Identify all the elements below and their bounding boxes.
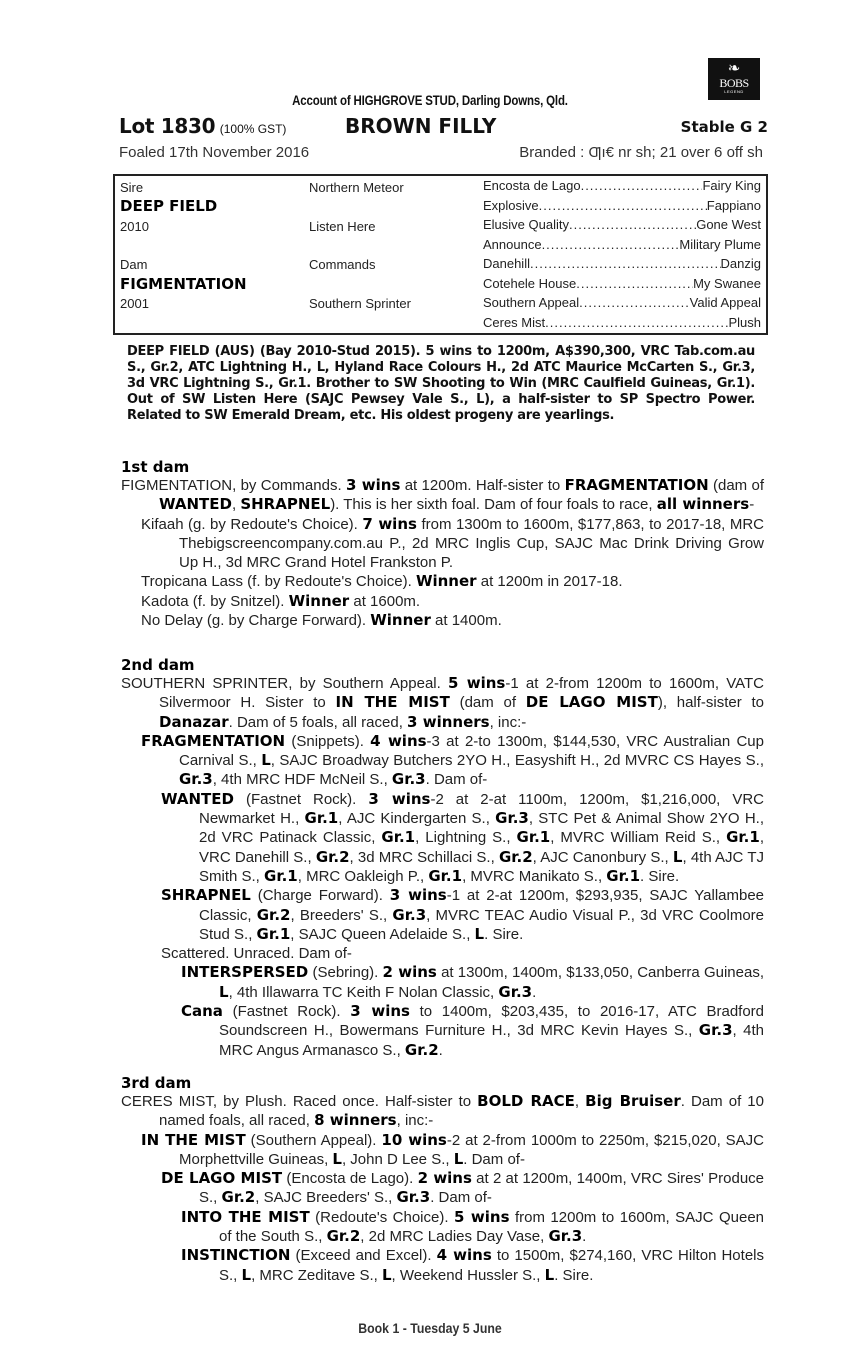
- granddam: Listen Here: [309, 219, 376, 234]
- sire-bio: DEEP FIELD (AUS) (Bay 2010-Stud 2015). 5 wins to 1200m, A$390,300, VRC Tab.com.au S., Gr.2, ATC Lightning H., L, Hyland Race Colours H., 2d ATC Maurice McCarten S., Gr.3, 3d VRC Lightning S., Gr.1. Brother to SW Shooting to Win (MRC Caulfield Guineas, Gr.1). Out of SW Listen Here (SAJC Pewsey Vale S., L), a half-sister to SP Spectro Power. Related to SW Emerald Dream, etc. His oldest progeny are yearlings.: [127, 344, 755, 423]
- progeny-entry: INTERSPERSED (Sebring). 2 wins at 1300m, 1400m, $133,050, Canberra Guineas, L, 4th Illawarra TC Keith F Nolan Classic, Gr.3.: [181, 963, 764, 1001]
- dam-name: FIGMENTATION: [120, 275, 247, 293]
- progeny-entry: Cana (Fastnet Rock). 3 wins to 1400m, $203,435, to 2016-17, ATC Bradford Soundscreen H., Bowermans Furniture H., 3d MRC Kevin Hayes S., Gr.3, 4th MRC Angus Armanasco S., Gr.2.: [181, 1002, 765, 1059]
- sex-colour: BROWN FILLY: [345, 114, 497, 138]
- progeny-entry: Kifaah (g. by Redoute's Choice). 7 wins from 1300m to 1600m, $177,863, to 2017-18, MRC Thebigscreencompany.com.au P., 2d MRC Inglis Cup, SAJC Mac Drink Driving Grow Up H., 3d MRC Grand Hotel Frankston P.: [141, 514, 764, 572]
- third-dam-section: [121, 1074, 764, 1285]
- lot-line: [119, 114, 768, 142]
- ancestor-row: Southern Appeal ..... Valid Appeal: [483, 295, 761, 310]
- ancestor-row: Cotehele House ..... My Swanee: [483, 276, 761, 291]
- progeny-entry: Scattered. Unraced. Dam of-: [161, 945, 352, 963]
- progeny-entry: Kadota (f. by Snitzel). Winner at 1600m.: [141, 591, 421, 610]
- progeny-entry: INSTINCTION (Exceed and Excel). 4 wins to 1500m, $274,160, VRC Hilton Hotels S., L, MRC Zeditave S., L, Weekend Hussler S., L. Sire.: [181, 1246, 764, 1284]
- ancestor-row: Encosta de Lago ..... Fairy King: [483, 178, 761, 193]
- vendor-account: Account of HIGHGROVE STUD, Darling Downs, Qld.: [292, 92, 568, 108]
- foaled-date: Foaled 17th November 2016: [119, 144, 310, 161]
- section-heading: 1st dam: [121, 458, 190, 476]
- progeny-entry: WANTED (Fastnet Rock). 3 wins-2 at 2-at 1100m, 1200m, $1,216,000, VRC Newmarket H., Gr.1, AJC Kindergarten S., Gr.3, STC Pet & Animal Show 2YO H., 2d VRC Patinack Classic, Gr.1, Lightning S., Gr.1, MVRC William Reid S., Gr.1, VRC Danehill S., Gr.2, 3d MRC Schillaci S., Gr.2, AJC Canonbury S., L, 4th AJC TJ Smith S., Gr.1, MRC Oakleigh P., Gr.1, MVRC Manikato S., Gr.1. Sire.: [161, 789, 765, 885]
- dam-year: 2001: [120, 296, 149, 311]
- sire-name: DEEP FIELD: [120, 197, 218, 215]
- progeny-entry: FRAGMENTATION (Snippets). 4 wins-3 at 2-to 1300m, $144,530, VRC Australian Cup Carnival S., L, SAJC Broadway Butchers 2YO H., Easyshift H., 2d MVRC CS Hayes S., Gr.3, 4th MRC HDF McNeil S., Gr.3. Dam of-: [141, 731, 765, 789]
- ancestor-row: Explosive ..... Fappiano: [483, 198, 761, 213]
- section-heading: 2nd dam: [121, 656, 195, 674]
- progeny-entry: SHRAPNEL (Charge Forward). 3 wins-1 at 2-at 1200m, $293,935, SAJC Yallambee Classic, Gr.2, Breeders' S., Gr.3, MVRC TEAC Audio Visual P., 3d VRC Coolmore Stud S., Gr.1, SAJC Queen Adelaide S., L. Sire.: [161, 886, 765, 943]
- sire-year: 2010: [120, 219, 149, 234]
- damsire: Commands: [309, 257, 376, 272]
- lot-number: Lot 1830: [119, 114, 216, 138]
- branded: Branded : Ƣı€ nr sh; 21 over 6 off sh: [519, 144, 763, 161]
- stable: Stable G 2: [680, 118, 768, 136]
- ancestor-row: Ceres Mist ..... Plush: [483, 315, 761, 330]
- progeny-entry: No Delay (g. by Charge Forward). Winner at 1400m.: [141, 611, 502, 630]
- dam-intro: SOUTHERN SPRINTER, by Southern Appeal. 5 wins-1 at 2-from 1200m to 1600m, VATC Silvermoor H. Sister to IN THE MIST (dam of DE LAGO MIST), half-sister to Danazar. Dam of 5 foals, all raced, 3 winners, inc:-: [121, 674, 765, 731]
- progeny-entry: IN THE MIST (Southern Appeal). 10 wins-2 at 2-from 1000m to 2250m, $215,020, SAJC Morphettville Guineas, L, John D Lee S., L. Dam of-: [141, 1130, 765, 1168]
- horse-rider-icon: ❧: [727, 60, 741, 77]
- ancestor-row: Danehill ..... Danzig: [483, 256, 761, 271]
- bobs-logo: ❧ BOBS LEGEND: [708, 58, 760, 100]
- ancestor-row: Announce ..... Military Plume: [483, 237, 761, 252]
- gst-note: (100% GST): [219, 122, 287, 136]
- first-dam-section: [121, 458, 764, 630]
- progeny-entry: INTO THE MIST (Redoute's Choice). 5 wins from 1200m to 1600m, SAJC Queen of the South S., Gr.2, 2d MRC Ladies Day Vase, Gr.3.: [181, 1207, 765, 1246]
- dam-intro: FIGMENTATION, by Commands. 3 wins at 1200m. Half-sister to FRAGMENTATION (dam of WANTED, SHRAPNEL). This is her sixth foal. Dam of four foals to race, all winners-: [121, 476, 764, 514]
- dam-intro: CERES MIST, by Plush. Raced once. Half-sister to BOLD RACE, Big Bruiser. Dam of 10 named foals, all raced, 8 winners, inc:-: [121, 1092, 764, 1130]
- second-dam-name: Southern Sprinter: [309, 296, 411, 311]
- pedigree-table: [113, 174, 768, 335]
- progeny-entry: Tropicana Lass (f. by Redoute's Choice). Winner at 1200m in 2017-18.: [141, 572, 623, 591]
- page-footer: Book 1 - Tuesday 5 June: [358, 1320, 502, 1336]
- dam-label: Dam: [120, 257, 148, 272]
- progeny-entry: DE LAGO MIST (Encosta de Lago). 2 wins at 2 at 1200m, 1400m, VRC Sires' Produce S., Gr.2, SAJC Breeders' S., Gr.3. Dam of-: [161, 1169, 764, 1207]
- sire-label: Sire: [120, 180, 144, 195]
- ancestor-row: Elusive Quality ..... Gone West: [483, 217, 761, 232]
- section-heading: 3rd dam: [121, 1074, 192, 1092]
- grandsire: Northern Meteor: [309, 180, 404, 195]
- second-dam-section: [121, 656, 764, 1060]
